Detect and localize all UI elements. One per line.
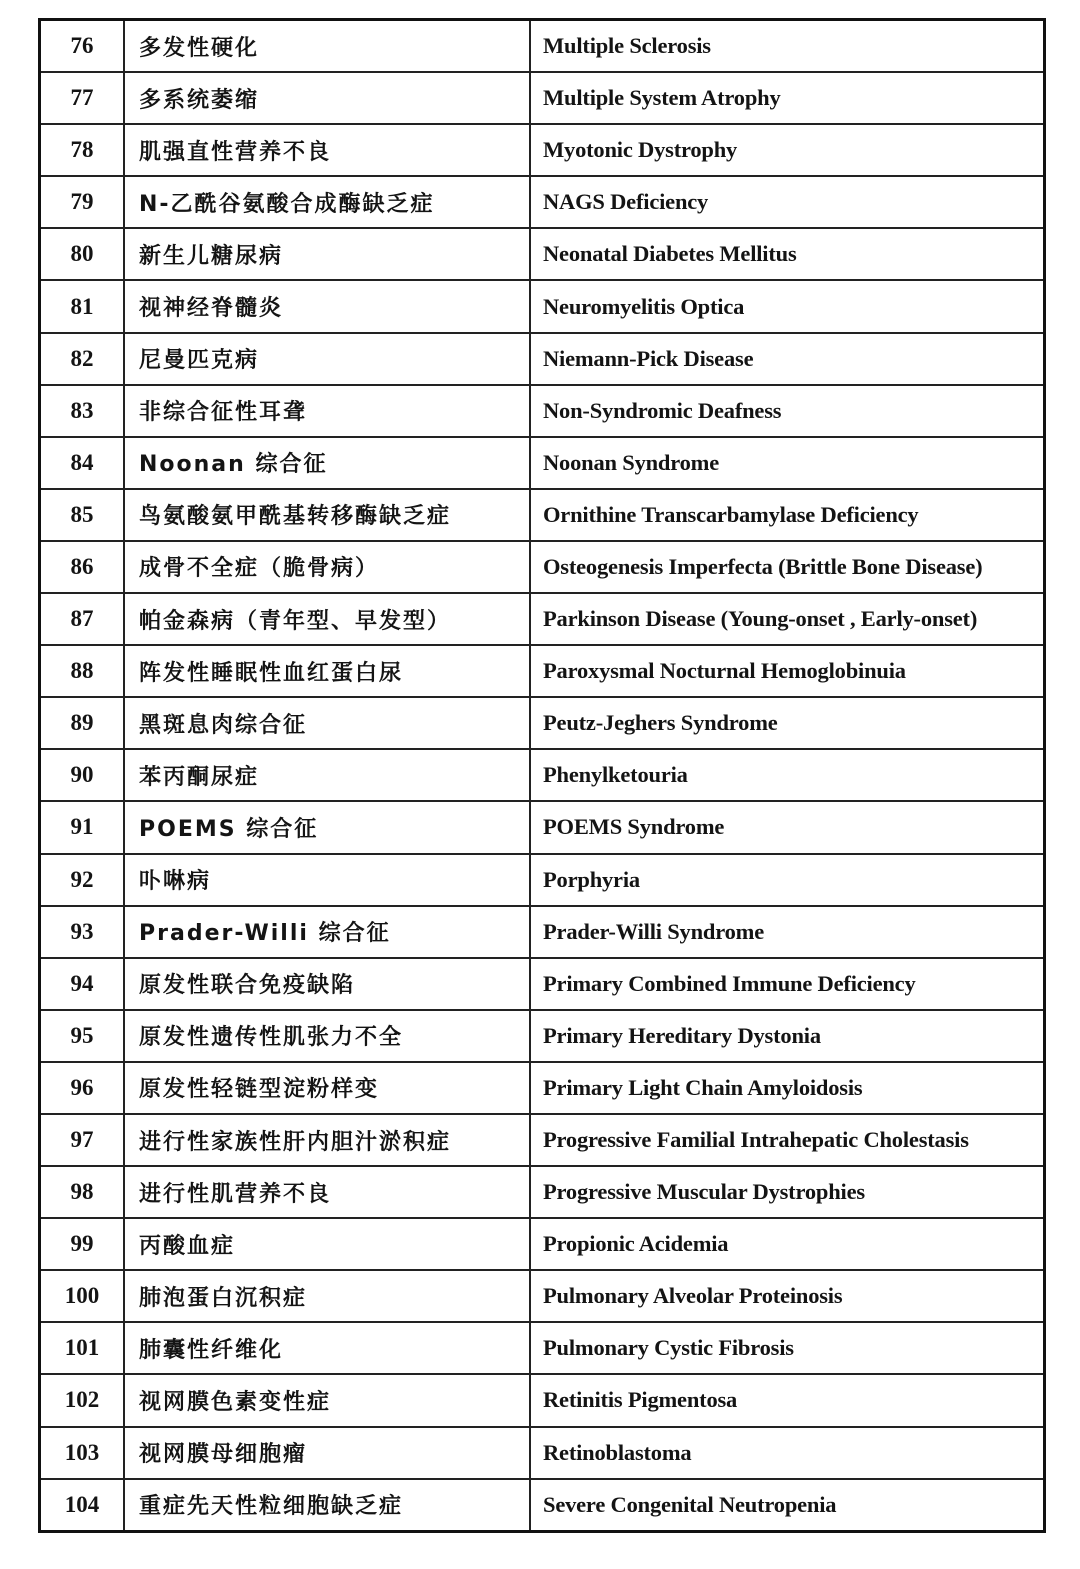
chinese-name-cell: 非综合征性耳聋: [124, 385, 530, 437]
row-number-cell: 79: [40, 176, 125, 228]
table-row: [40, 280, 1045, 332]
row-number-cell: 95: [40, 1010, 125, 1062]
english-name-cell: Myotonic Dystrophy: [530, 124, 1045, 176]
table-row: [40, 333, 1045, 385]
english-name-cell: Multiple System Atrophy: [530, 72, 1045, 124]
chinese-name-cell: 重症先天性粒细胞缺乏症: [124, 1479, 530, 1532]
row-number-cell: 99: [40, 1218, 125, 1270]
english-name-cell: NAGS Deficiency: [530, 176, 1045, 228]
chinese-name-cell: 原发性遗传性肌张力不全: [124, 1010, 530, 1062]
chinese-name-cell: 原发性联合免疫缺陷: [124, 958, 530, 1010]
row-number-cell: 80: [40, 228, 125, 280]
table-row: [40, 854, 1045, 906]
chinese-name-cell: 视网膜色素变性症: [124, 1374, 530, 1426]
disease-table-page: [38, 18, 1046, 1533]
chinese-name-cell: 阵发性睡眠性血红蛋白尿: [124, 645, 530, 697]
english-name-cell: Porphyria: [530, 854, 1045, 906]
chinese-name-cell: 视网膜母细胞瘤: [124, 1427, 530, 1479]
english-name-cell: Propionic Acidemia: [530, 1218, 1045, 1270]
table-row: [40, 385, 1045, 437]
chinese-name-cell: 尼曼匹克病: [124, 333, 530, 385]
row-number-cell: 83: [40, 385, 125, 437]
english-name-cell: Phenylketouria: [530, 749, 1045, 801]
row-number-cell: 78: [40, 124, 125, 176]
english-name-cell: Noonan Syndrome: [530, 437, 1045, 489]
chinese-name-cell: 多系统萎缩: [124, 72, 530, 124]
chinese-name-cell: 新生儿糖尿病: [124, 228, 530, 280]
english-name-cell: Primary Combined Immune Deficiency: [530, 958, 1045, 1010]
row-number-cell: 94: [40, 958, 125, 1010]
english-name-cell: Osteogenesis Imperfecta (Brittle Bone Disease): [530, 541, 1045, 593]
english-name-cell: Primary Hereditary Dystonia: [530, 1010, 1045, 1062]
english-name-cell: Niemann-Pick Disease: [530, 333, 1045, 385]
english-name-cell: Pulmonary Alveolar Proteinosis: [530, 1270, 1045, 1322]
english-name-cell: Peutz-Jeghers Syndrome: [530, 697, 1045, 749]
row-number-cell: 98: [40, 1166, 125, 1218]
chinese-name-cell: 黑斑息肉综合征: [124, 697, 530, 749]
row-number-cell: 89: [40, 697, 125, 749]
chinese-name-cell: 丙酸血症: [124, 1218, 530, 1270]
table-body: [40, 20, 1045, 1532]
chinese-name-cell: 多发性硬化: [124, 20, 530, 73]
chinese-name-cell: 帕金森病（青年型、早发型）: [124, 593, 530, 645]
table-row: [40, 541, 1045, 593]
row-number-cell: 88: [40, 645, 125, 697]
chinese-name-cell: 视神经脊髓炎: [124, 280, 530, 332]
chinese-name-cell: 苯丙酮尿症: [124, 749, 530, 801]
row-number-cell: 84: [40, 437, 125, 489]
table-row: [40, 437, 1045, 489]
row-number-cell: 76: [40, 20, 125, 73]
table-row: [40, 593, 1045, 645]
table-row: [40, 697, 1045, 749]
english-name-cell: Retinitis Pigmentosa: [530, 1374, 1045, 1426]
english-name-cell: Progressive Familial Intrahepatic Cholestasis: [530, 1114, 1045, 1166]
row-number-cell: 77: [40, 72, 125, 124]
table-row: [40, 1427, 1045, 1479]
table-row: [40, 124, 1045, 176]
table-row: [40, 645, 1045, 697]
chinese-name-cell: POEMS 综合征: [124, 801, 530, 853]
chinese-name-cell: 肌强直性营养不良: [124, 124, 530, 176]
row-number-cell: 96: [40, 1062, 125, 1114]
table-row: [40, 749, 1045, 801]
english-name-cell: Multiple Sclerosis: [530, 20, 1045, 73]
row-number-cell: 102: [40, 1374, 125, 1426]
row-number-cell: 92: [40, 854, 125, 906]
table-row: [40, 1270, 1045, 1322]
row-number-cell: 86: [40, 541, 125, 593]
chinese-name-cell: 肺囊性纤维化: [124, 1322, 530, 1374]
english-name-cell: Parkinson Disease (Young-onset , Early-onset): [530, 593, 1045, 645]
english-name-cell: Retinoblastoma: [530, 1427, 1045, 1479]
chinese-name-cell: 卟啉病: [124, 854, 530, 906]
rare-disease-table: [38, 18, 1046, 1533]
row-number-cell: 100: [40, 1270, 125, 1322]
table-row: [40, 1062, 1045, 1114]
row-number-cell: 93: [40, 906, 125, 958]
chinese-name-cell: 成骨不全症（脆骨病）: [124, 541, 530, 593]
table-row: [40, 1479, 1045, 1532]
row-number-cell: 104: [40, 1479, 125, 1532]
row-number-cell: 82: [40, 333, 125, 385]
row-number-cell: 103: [40, 1427, 125, 1479]
table-row: [40, 1166, 1045, 1218]
table-row: [40, 489, 1045, 541]
english-name-cell: Pulmonary Cystic Fibrosis: [530, 1322, 1045, 1374]
chinese-name-cell: Prader-Willi 综合征: [124, 906, 530, 958]
english-name-cell: Primary Light Chain Amyloidosis: [530, 1062, 1045, 1114]
table-row: [40, 228, 1045, 280]
english-name-cell: Ornithine Transcarbamylase Deficiency: [530, 489, 1045, 541]
table-row: [40, 906, 1045, 958]
chinese-name-cell: N-乙酰谷氨酸合成酶缺乏症: [124, 176, 530, 228]
english-name-cell: Progressive Muscular Dystrophies: [530, 1166, 1045, 1218]
english-name-cell: Neuromyelitis Optica: [530, 280, 1045, 332]
table-row: [40, 1114, 1045, 1166]
english-name-cell: Prader-Willi Syndrome: [530, 906, 1045, 958]
english-name-cell: Neonatal Diabetes Mellitus: [530, 228, 1045, 280]
english-name-cell: Non-Syndromic Deafness: [530, 385, 1045, 437]
table-row: [40, 1010, 1045, 1062]
row-number-cell: 85: [40, 489, 125, 541]
table-row: [40, 958, 1045, 1010]
chinese-name-cell: 鸟氨酸氨甲酰基转移酶缺乏症: [124, 489, 530, 541]
row-number-cell: 97: [40, 1114, 125, 1166]
row-number-cell: 101: [40, 1322, 125, 1374]
chinese-name-cell: 原发性轻链型淀粉样变: [124, 1062, 530, 1114]
table-row: [40, 72, 1045, 124]
table-row: [40, 1218, 1045, 1270]
table-row: [40, 1374, 1045, 1426]
row-number-cell: 81: [40, 280, 125, 332]
table-row: [40, 1322, 1045, 1374]
chinese-name-cell: 进行性家族性肝内胆汁淤积症: [124, 1114, 530, 1166]
english-name-cell: Paroxysmal Nocturnal Hemoglobinuia: [530, 645, 1045, 697]
row-number-cell: 91: [40, 801, 125, 853]
english-name-cell: Severe Congenital Neutropenia: [530, 1479, 1045, 1532]
english-name-cell: POEMS Syndrome: [530, 801, 1045, 853]
table-row: [40, 801, 1045, 853]
row-number-cell: 87: [40, 593, 125, 645]
table-row: [40, 176, 1045, 228]
table-row: [40, 20, 1045, 73]
chinese-name-cell: 肺泡蛋白沉积症: [124, 1270, 530, 1322]
chinese-name-cell: 进行性肌营养不良: [124, 1166, 530, 1218]
row-number-cell: 90: [40, 749, 125, 801]
chinese-name-cell: Noonan 综合征: [124, 437, 530, 489]
